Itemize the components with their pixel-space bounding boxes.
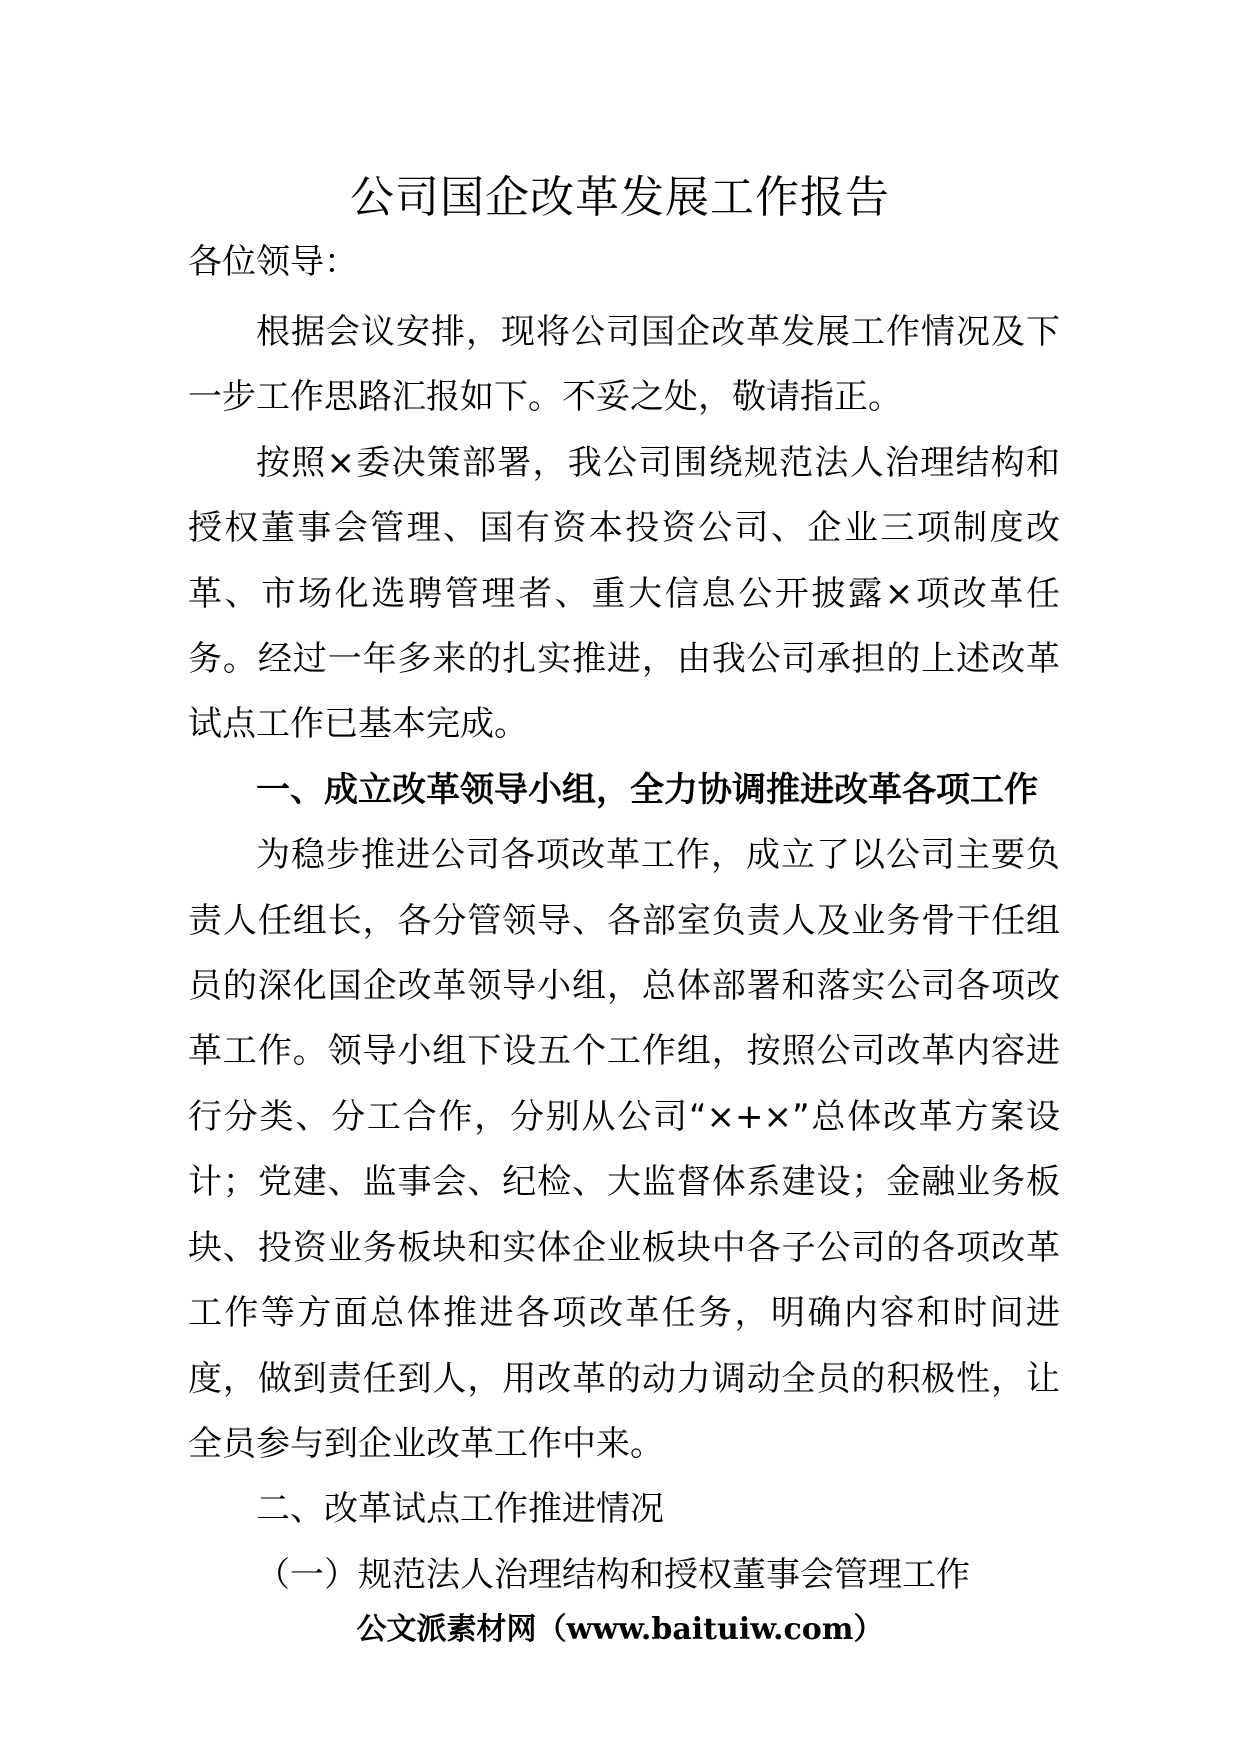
intro-paragraph: 根据会议安排，现将公司国企改革发展工作情况及下一步工作思路汇报如下。不妥之处，敬请指正。 xyxy=(188,312,1060,418)
background-paragraph: 按照×委决策部署，我公司围绕规范法人治理结构和授权董事会管理、国有资本投资公司、企业三项制度改革、市场化选聘管理者、重大信息公开披露×项改革任务。经过一年多来的扎实推进，由我公司承担的上述改革试点工作已基本完成。 xyxy=(188,442,1060,745)
section-1-paragraph: 为稳步推进公司各项改革工作，成立了以公司主要负责人任组长，各分管领导、各部室负责人及业务骨干任组员的深化国企改革领导小组，总体部署和落实公司各项改革工作。领导小组下设五个工作组，按照公司改革内容进行分类、分工合作，分别从公司“×+×”总体改革方案设计；党建、监事会、纪检、大监督体系建设；金融业务板块、投资业务板块和实体企业板块中各子公司的各项改革工作等方面总体推进各项改革任务，明确内容和时间进度，做到责任到人，用改革的动力调动全员的积极性，让全员参与到企业改革工作中来。 xyxy=(188,835,1060,1464)
salutation: 各位领导： xyxy=(188,242,358,282)
document-title: 公司国企改革发展工作报告 xyxy=(350,172,890,223)
section-heading-1: 一、成立改革领导小组，全力协调推进改革各项工作 xyxy=(256,769,1038,810)
footer-watermark: 公文派素材网（www.baituiw.com） xyxy=(356,1612,884,1647)
document-body xyxy=(188,300,1060,1608)
subsection-heading-1: （一）规范法人治理结构和授权董事会管理工作 xyxy=(256,1554,970,1595)
section-heading-2: 二、改革试点工作推进情况 xyxy=(256,1489,664,1530)
